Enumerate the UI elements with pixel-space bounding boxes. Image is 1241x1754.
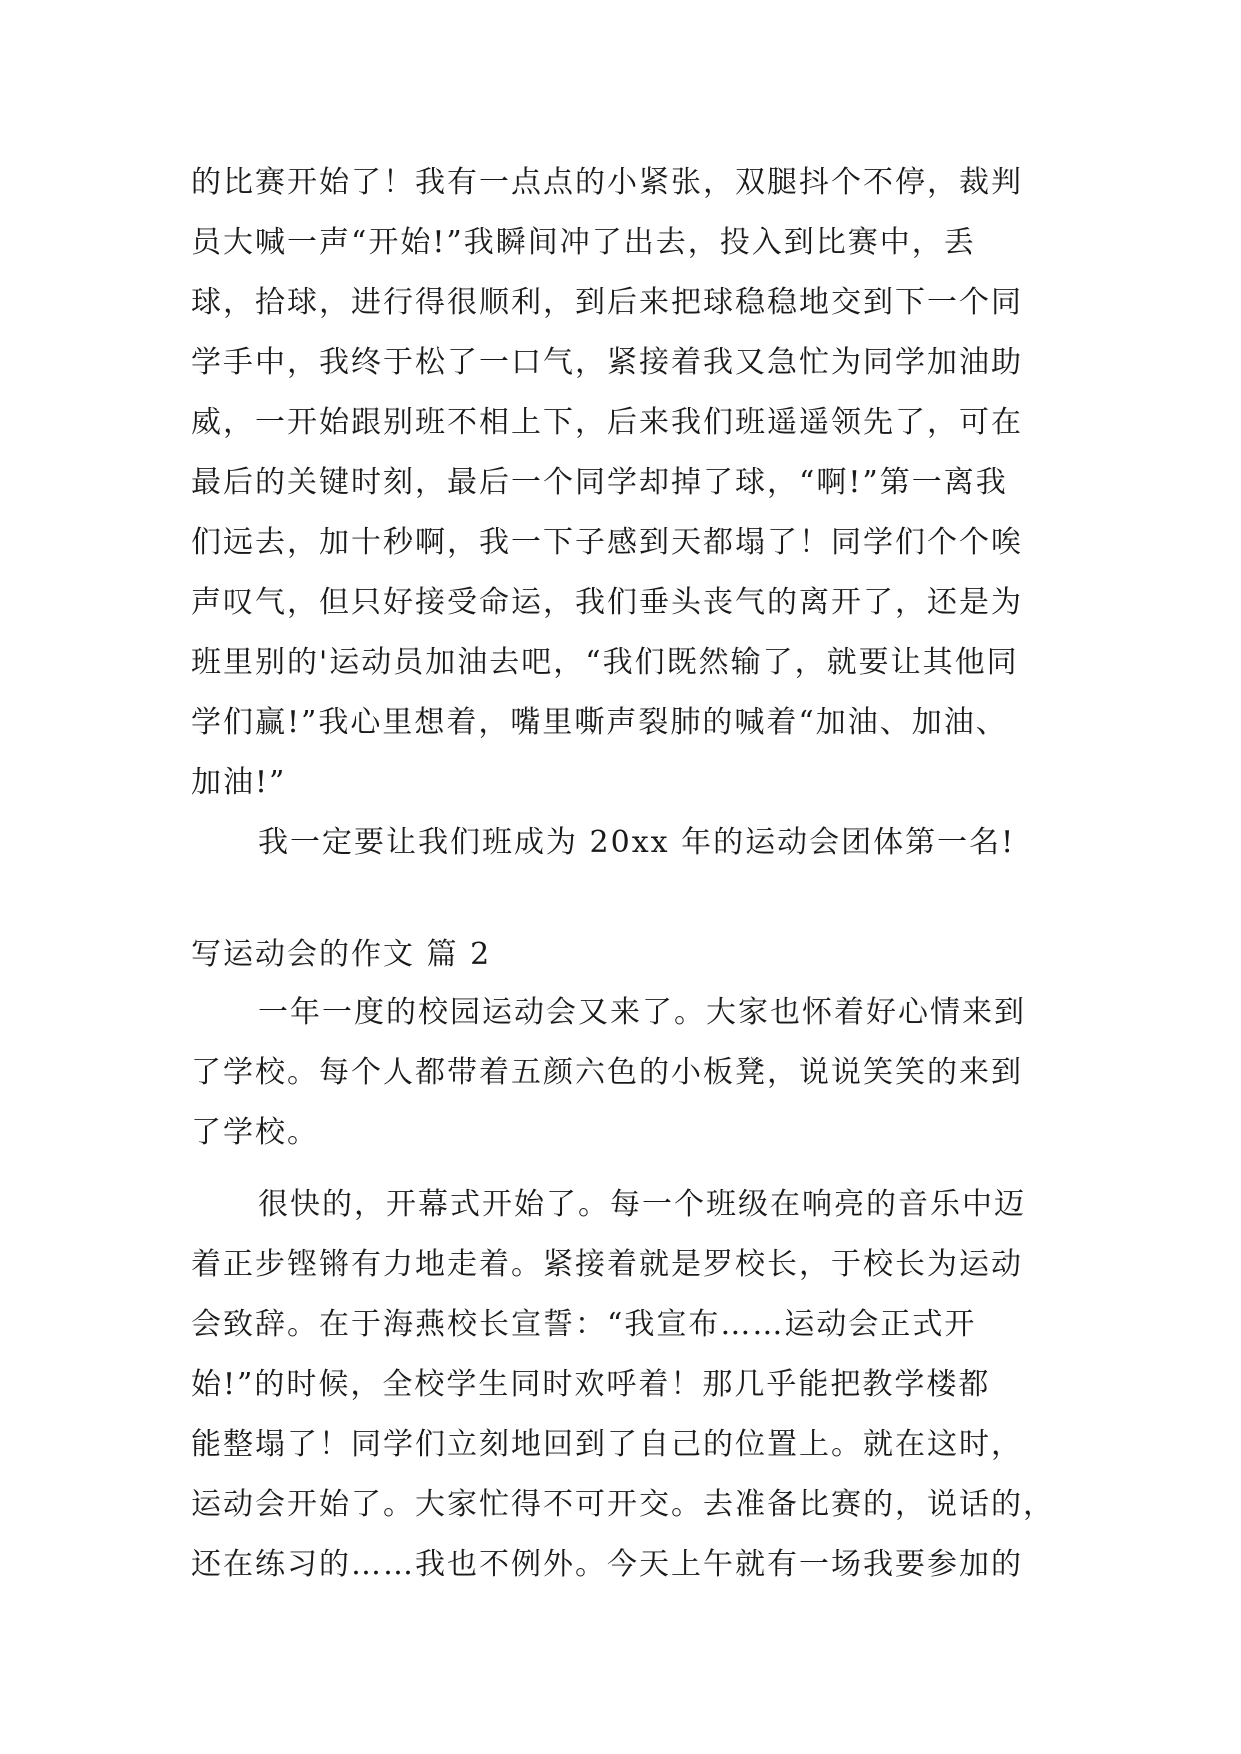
- paragraph-1-line-5: 威，一开始跟别班不相上下，后来我们班遥遥领先了，可在: [191, 405, 1023, 440]
- paragraph-3-line-2: 了学校。每个人都带着五颜六色的小板凳，说说笑笑的来到: [191, 1055, 1023, 1090]
- paragraph-1-line-9: 班里别的'运动员加油去吧，“我们既然输了，就要让其他同: [191, 645, 1019, 680]
- paragraph-1-line-11: 加油!”: [191, 765, 287, 800]
- paragraph-4-line-2: 着正步铿锵有力地走着。紧接着就是罗校长，于校长为运动: [191, 1247, 1023, 1282]
- paragraph-2: 我一定要让我们班成为 20xx 年的运动会团体第一名!: [258, 825, 1016, 860]
- paragraph-3-line-3: 了学校。: [191, 1115, 319, 1150]
- paragraph-1-line-4: 学手中，我终于松了一口气，紧接着我又急忙为同学加油助: [191, 345, 1023, 380]
- paragraph-1-line-6: 最后的关键时刻，最后一个同学却掉了球，“啊!”第一离我: [191, 465, 1008, 500]
- paragraph-1-line-2: 员大喊一声“开始!”我瞬间冲了出去，投入到比赛中，丢: [191, 225, 976, 260]
- paragraph-4-line-5: 能整塌了！同学们立刻地回到了自己的位置上。就在这时，: [191, 1427, 1023, 1462]
- paragraph-1-line-7: 们远去，加十秒啊，我一下子感到天都塌了！同学们个个唉: [191, 525, 1023, 560]
- paragraph-1-line-10: 学们赢!”我心里想着，嘴里嘶声裂肺的喊着“加油、加油、: [191, 705, 1008, 740]
- paragraph-1-line-3: 球，拾球，进行得很顺利，到后来把球稳稳地交到下一个同: [191, 285, 1023, 320]
- paragraph-1-line-8: 声叹气，但只好接受命运，我们垂头丧气的离开了，还是为: [191, 585, 1023, 620]
- paragraph-1-line-1: 的比赛开始了！我有一点点的小紧张，双腿抖个不停，裁判: [191, 165, 1023, 200]
- section-heading: 写运动会的作文 篇 2: [191, 937, 492, 972]
- paragraph-3-line-1: 一年一度的校园运动会又来了。大家也怀着好心情来到: [258, 995, 1026, 1030]
- paragraph-4-line-3: 会致辞。在于海燕校长宣誓：“我宣布……运动会正式开: [191, 1307, 977, 1342]
- paragraph-4-line-6: 运动会开始了。大家忙得不可开交。去准备比赛的，说话的，: [191, 1487, 1055, 1522]
- paragraph-4-line-1: 很快的，开幕式开始了。每一个班级在响亮的音乐中迈: [258, 1187, 1026, 1222]
- paragraph-4-line-7: 还在练习的……我也不例外。今天上午就有一场我要参加的: [191, 1547, 1023, 1582]
- paragraph-4-line-4: 始!”的时候，全校学生同时欢呼着！那几乎能把教学楼都: [191, 1367, 991, 1402]
